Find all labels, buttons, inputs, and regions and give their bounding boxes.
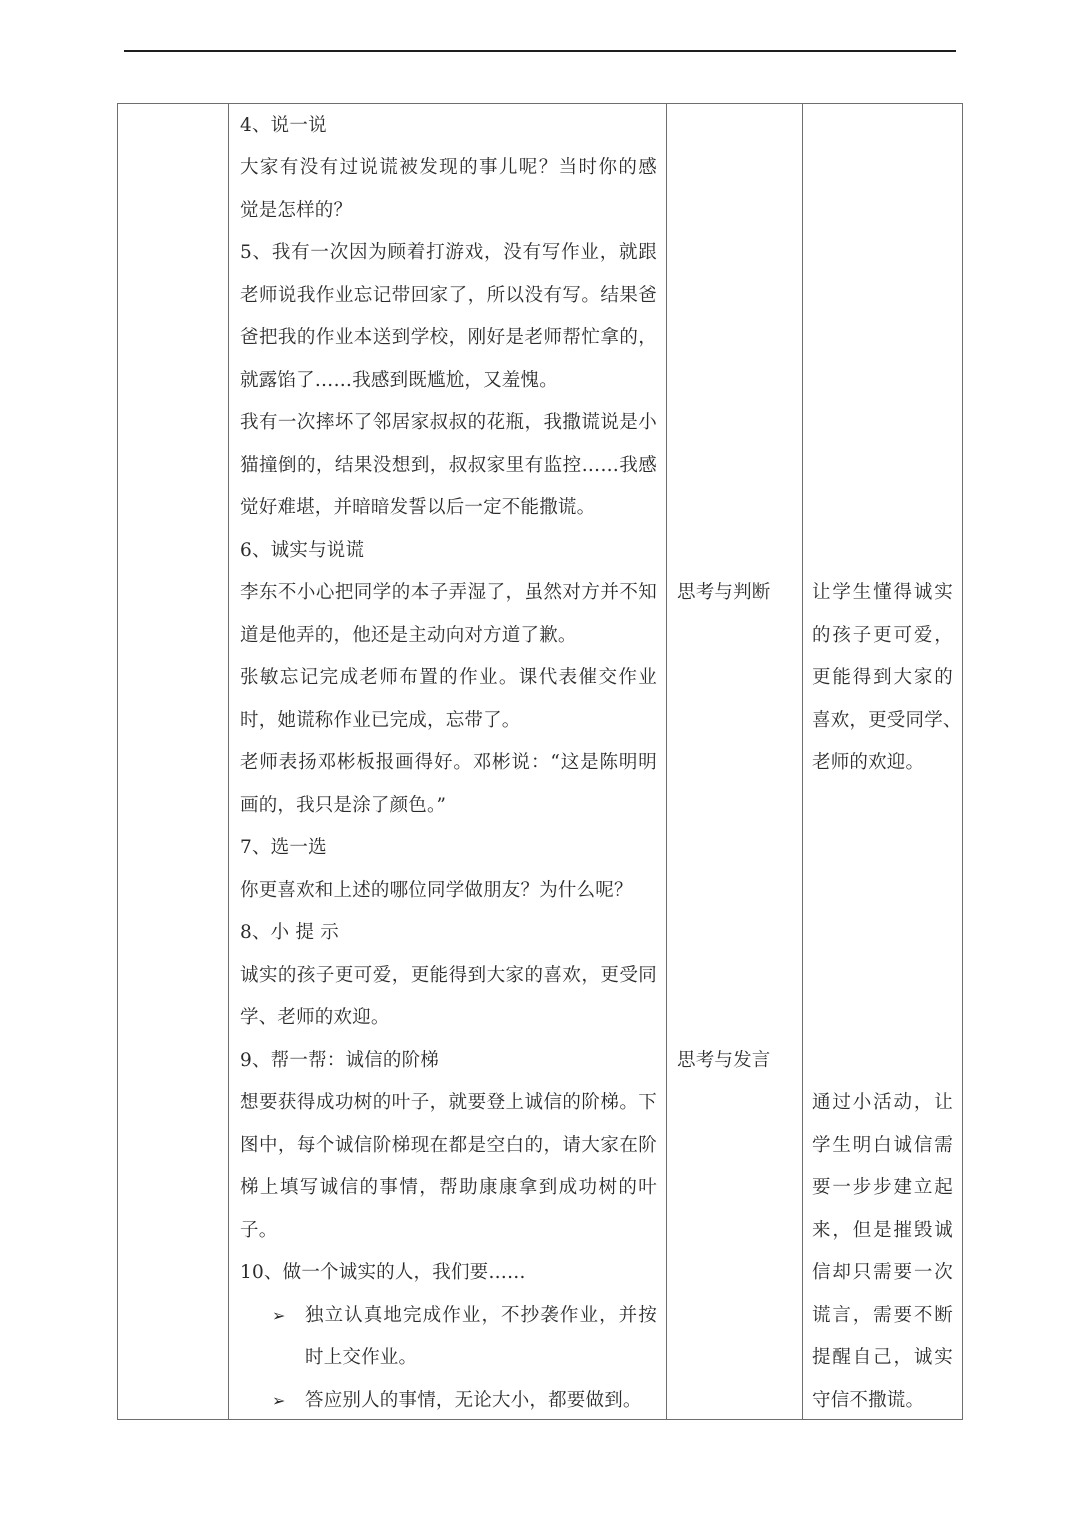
design-intent-column xyxy=(803,104,962,1419)
content-line: 诚实的孩子更可爱，更能得到大家的喜欢，更受同 xyxy=(240,965,657,986)
content-line: 学、老师的欢迎。 xyxy=(240,1007,390,1028)
content-line: 6、诚实与说谎 xyxy=(240,540,365,561)
intent-line: 来，但是摧毁诚 xyxy=(812,1220,953,1241)
intent-line: 守信不撒谎。 xyxy=(812,1390,925,1411)
intent-line: 要一步步建立起 xyxy=(812,1177,953,1198)
intent-line: 学生明白诚信需 xyxy=(812,1135,953,1156)
content-line: 李东不小心把同学的本子弄湿了，虽然对方并不知 xyxy=(240,582,657,603)
lesson-plan-table xyxy=(117,103,963,1420)
intent-line: 老师的欢迎。 xyxy=(812,752,925,773)
student-activity-column xyxy=(667,104,803,1419)
bullet-text: 独立认真地完成作业，不抄袭作业，并按 xyxy=(305,1305,657,1326)
teaching-content-column xyxy=(229,104,667,1419)
content-line: 道是他弄的，他还是主动向对方道了歉。 xyxy=(240,625,577,646)
intent-line: 让学生懂得诚实 xyxy=(812,582,953,603)
content-line: 我有一次摔坏了邻居家叔叔的花瓶，我撒谎说是小 xyxy=(240,412,657,433)
content-line: 子。 xyxy=(240,1220,278,1241)
intent-line: 谎言，需要不断 xyxy=(812,1305,953,1326)
content-line: 猫撞倒的，结果没想到，叔叔家里有监控……我感 xyxy=(240,455,657,476)
activity-label: 思考与判断 xyxy=(677,582,771,603)
content-line: 10、做一个诚实的人，我们要…… xyxy=(240,1262,526,1283)
content-line: 老师说我作业忘记带回家了，所以没有写。结果爸 xyxy=(240,285,657,306)
content-line: 4、说一说 xyxy=(240,115,327,136)
content-line: 觉是怎样的？ xyxy=(240,200,353,221)
stage-column xyxy=(118,104,229,1419)
content-line: 8、小 提 示 xyxy=(240,922,339,943)
content-line: 7、选一选 xyxy=(240,837,327,858)
bullet-arrow-icon: ➢ xyxy=(272,1391,286,1410)
content-line: 画的，我只是涂了颜色。” xyxy=(240,795,447,816)
content-line: 5、我有一次因为顾着打游戏，没有写作业，就跟 xyxy=(240,242,657,263)
content-line: 爸把我的作业本送到学校，刚好是老师帮忙拿的， xyxy=(240,327,657,348)
content-line: 时，她谎称作业已完成，忘带了。 xyxy=(240,710,521,731)
bullet-arrow-icon: ➢ xyxy=(272,1306,286,1325)
content-line: 张敏忘记完成老师布置的作业。课代表催交作业 xyxy=(240,667,657,688)
bullet-text: 时上交作业。 xyxy=(305,1347,418,1368)
intent-line: 更能得到大家的 xyxy=(812,667,953,688)
activity-label: 思考与发言 xyxy=(677,1050,771,1071)
header-rule xyxy=(124,50,956,52)
content-line: 大家有没有过说谎被发现的事儿呢？当时你的感 xyxy=(240,157,657,178)
content-line: 你更喜欢和上述的哪位同学做朋友？为什么呢？ xyxy=(240,880,633,901)
intent-line: 信却只需要一次 xyxy=(812,1262,953,1283)
intent-line: 喜欢，更受同学、 xyxy=(812,710,962,731)
content-line: 就露馅了……我感到既尴尬，又羞愧。 xyxy=(240,370,558,391)
content-line: 9、帮一帮：诚信的阶梯 xyxy=(240,1050,439,1071)
content-line: 梯上填写诚信的事情，帮助康康拿到成功树的叶 xyxy=(240,1177,657,1198)
bullet-text: 答应别人的事情，无论大小，都要做到。 xyxy=(305,1390,642,1411)
content-line: 觉好难堪，并暗暗发誓以后一定不能撒谎。 xyxy=(240,497,596,518)
intent-line: 通过小活动，让 xyxy=(812,1092,953,1113)
content-line: 老师表扬邓彬板报画得好。邓彬说：“这是陈明明 xyxy=(240,752,657,773)
intent-line: 提醒自己，诚实 xyxy=(812,1347,953,1368)
content-line: 想要获得成功树的叶子，就要登上诚信的阶梯。下 xyxy=(240,1092,657,1113)
intent-line: 的孩子更可爱， xyxy=(812,625,953,646)
content-line: 图中，每个诚信阶梯现在都是空白的，请大家在阶 xyxy=(240,1135,657,1156)
